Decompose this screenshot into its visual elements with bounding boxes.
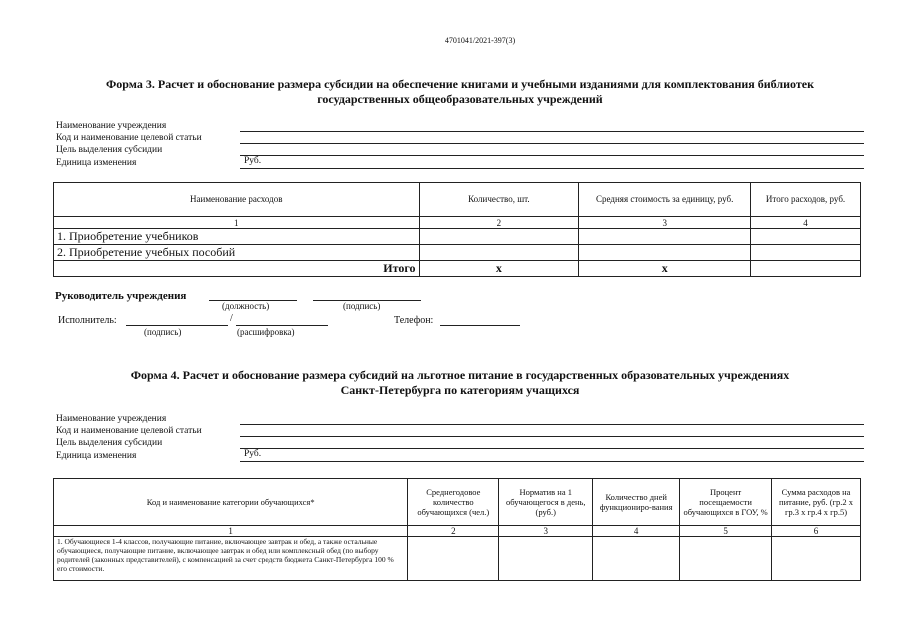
slash: / — [230, 313, 233, 324]
field-label: Единица изменения — [56, 158, 137, 168]
cell-quantity[interactable] — [419, 229, 579, 245]
cell-attendance[interactable] — [680, 537, 772, 581]
form3-title — [40, 77, 880, 107]
total-mark-quantity: х — [419, 261, 579, 277]
field-label: Цель выделения субсидии — [56, 145, 163, 155]
form3-title-line2: государственных общеобразовательных учреждений — [317, 92, 603, 106]
cell-grand-total[interactable] — [751, 261, 861, 277]
form3-field-unit — [56, 157, 866, 170]
form3-fields — [56, 120, 866, 174]
field-label: Цель выделения субсидии — [56, 438, 163, 448]
document-number: 4701041/2021-397(3) — [444, 36, 516, 45]
col-number: 1 — [54, 217, 420, 229]
col-header-days: Количество дней функциониро-вания — [593, 479, 680, 526]
col-number: 6 — [772, 526, 861, 537]
input-line[interactable] — [240, 157, 864, 169]
form4-title-line2: Санкт-Петербурга по категориям учащихся — [340, 383, 580, 397]
table-row — [54, 229, 861, 245]
col-header-avg-price: Средняя стоимость за единицу, руб. — [579, 183, 751, 217]
form3-field-purpose — [56, 144, 866, 157]
unit-value: Руб. — [244, 156, 262, 166]
col-number: 1 — [54, 526, 408, 537]
cell-norm[interactable] — [499, 537, 593, 581]
total-row — [54, 261, 861, 277]
col-header-sum: Сумма расходов на питание, руб. (гр.2 х гр.3 х гр.4 х гр.5) — [772, 479, 861, 526]
col-number: 2 — [408, 526, 499, 537]
col-number: 4 — [751, 217, 861, 229]
cell-avg-price[interactable] — [579, 245, 751, 261]
field-label: Единица изменения — [56, 451, 137, 461]
input-line[interactable] — [240, 425, 864, 437]
form3-table — [53, 182, 861, 277]
form3-title-line1: Форма 3. Расчет и обоснование размера субсидии на обеспечение книгами и учебными изданиями для комплектования библиотек — [105, 77, 815, 91]
col-number: 3 — [499, 526, 593, 537]
row-label: 1. Приобретение учебников — [54, 229, 420, 245]
cell-total[interactable] — [751, 229, 861, 245]
form4-field-purpose — [56, 437, 866, 450]
col-number: 4 — [593, 526, 680, 537]
input-line[interactable] — [240, 132, 864, 144]
form4-table — [53, 478, 861, 581]
col-number: 3 — [579, 217, 751, 229]
cell-quantity[interactable] — [419, 245, 579, 261]
input-line[interactable] — [240, 144, 864, 156]
decode-caption: (расшифровка) — [237, 327, 295, 337]
row-label: 2. Приобретение учебных пособий — [54, 245, 420, 261]
cell-avg-students[interactable] — [408, 537, 499, 581]
input-line[interactable] — [240, 450, 864, 462]
executor-label: Исполнитель: — [58, 315, 117, 326]
phone-line[interactable] — [440, 324, 520, 326]
input-line[interactable] — [240, 413, 864, 425]
input-line[interactable] — [240, 437, 864, 449]
unit-value: Руб. — [244, 449, 262, 459]
cell-total[interactable] — [751, 245, 861, 261]
table-row — [54, 537, 861, 581]
col-header-total: Итого расходов, руб. — [751, 183, 861, 217]
executor-sign-line[interactable] — [126, 324, 228, 326]
cell-sum[interactable] — [772, 537, 861, 581]
phone-label: Телефон: — [394, 315, 434, 326]
table-row — [54, 245, 861, 261]
input-line[interactable] — [240, 120, 864, 132]
executor-sign-caption: (подпись) — [144, 327, 182, 337]
signature-caption: (подпись) — [343, 301, 381, 311]
form4-field-unit — [56, 450, 866, 463]
field-label: Код и наименование целевой статьи — [56, 133, 202, 143]
col-header-expense-name: Наименование расходов — [54, 183, 420, 217]
cell-avg-price[interactable] — [579, 229, 751, 245]
field-label: Наименование учреждения — [56, 121, 167, 131]
col-header-category: Код и наименование категории обучающихся* — [54, 479, 408, 526]
col-header-quantity: Количество, шт. — [419, 183, 579, 217]
col-header-norm: Норматив на 1 обучающегося в день, (руб.) — [499, 479, 593, 526]
col-number: 2 — [419, 217, 579, 229]
form4-fields — [56, 413, 866, 467]
head-label: Руководитель учреждения — [55, 290, 187, 302]
field-label: Наименование учреждения — [56, 414, 167, 424]
col-number: 5 — [680, 526, 772, 537]
category-label: 1. Обучающиеся 1-4 классов, получающие питание, включающее завтрак и обед, а также остальные обучающиеся, получающие питание, включающее завтрак и обед или комплексный обед (по выбору родителей (законных представителей), с компенсацией за счет средств бюджета Санкт-Петербурга 100 % его стоимости. — [54, 537, 408, 581]
total-mark-price: х — [579, 261, 751, 277]
executor-decode-line[interactable] — [236, 324, 328, 326]
cell-days[interactable] — [593, 537, 680, 581]
position-caption: (должность) — [222, 301, 270, 311]
field-label: Код и наименование целевой статьи — [56, 426, 202, 436]
total-label: Итого — [54, 261, 420, 277]
col-header-attendance: Процент посещаемости обучающихся в ГОУ, % — [680, 479, 772, 526]
form4-title-line1: Форма 4. Расчет и обоснование размера субсидий на льготное питание в государственных образовательных учреждениях — [130, 368, 790, 382]
col-header-avg-students: Среднегодовое количество обучающихся (чел.) — [408, 479, 499, 526]
form4-title — [40, 368, 880, 398]
